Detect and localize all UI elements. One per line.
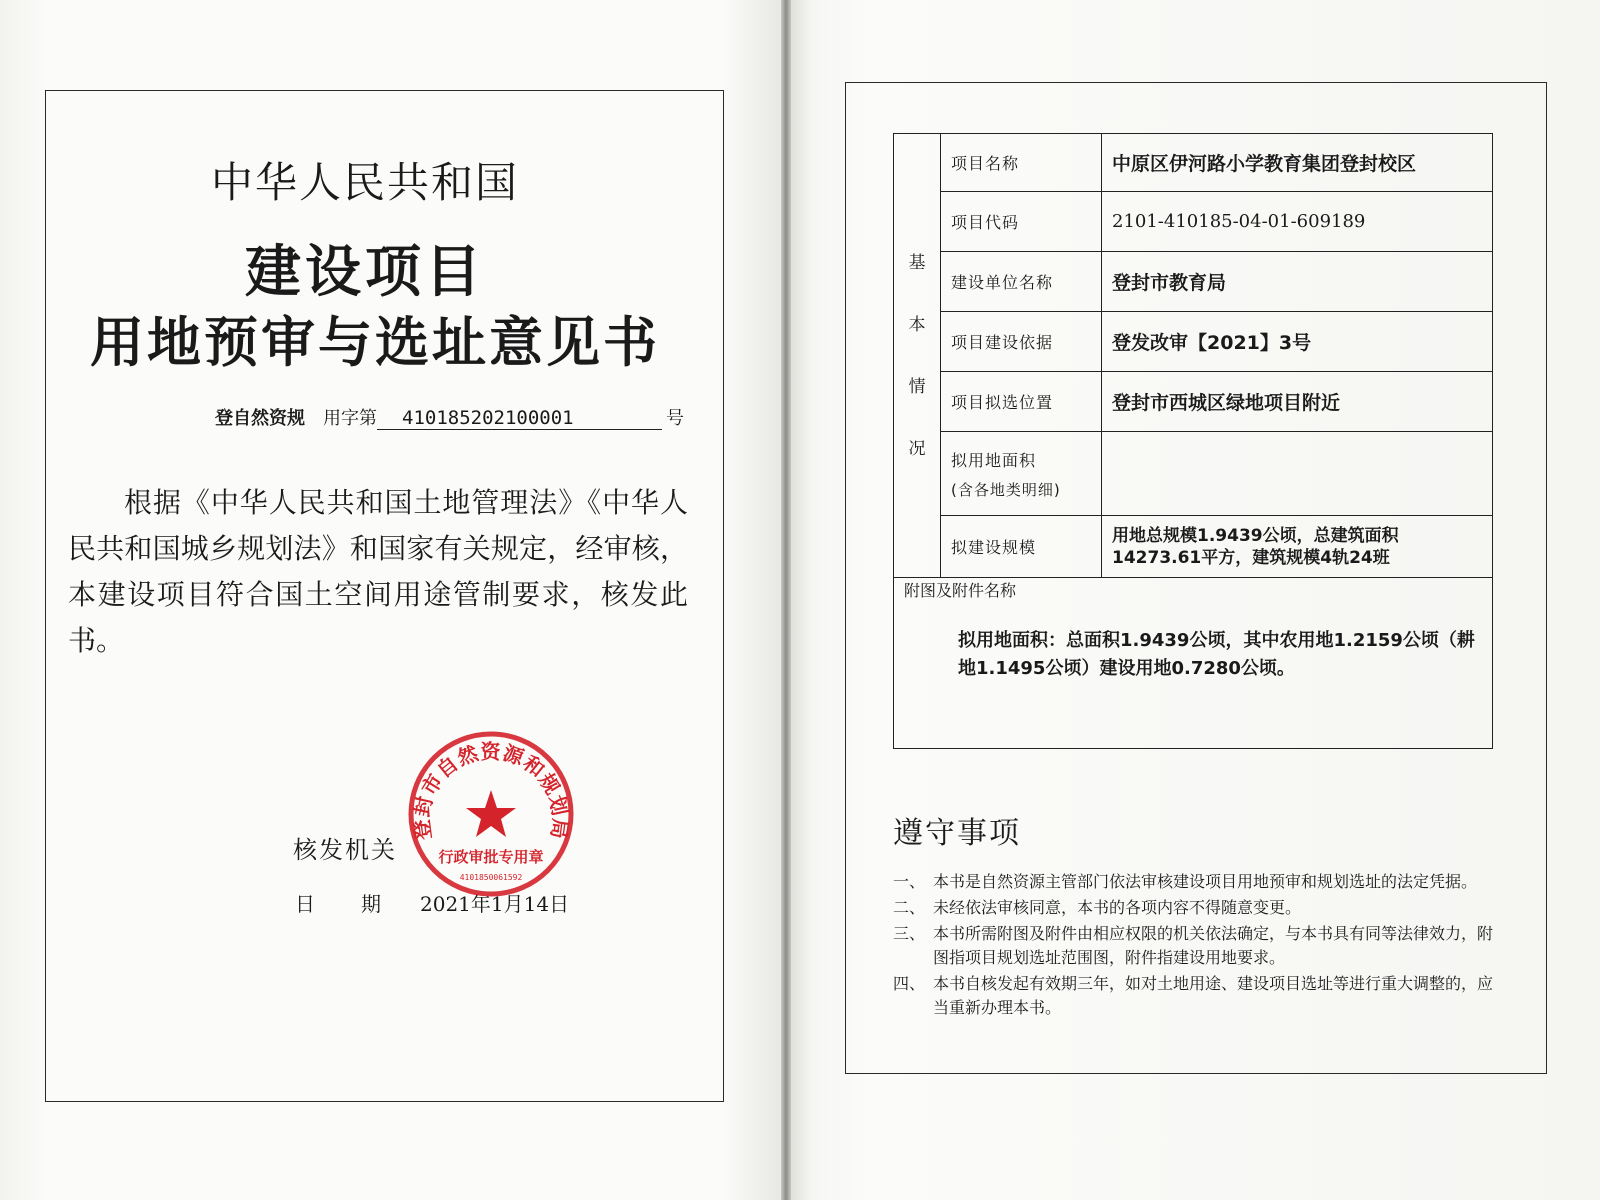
row-value-project-name: 中原区伊河路小学教育集团登封校区: [1102, 134, 1493, 192]
row-label-location: 项目拟选位置: [941, 372, 1102, 432]
note-number: 一、: [893, 872, 926, 891]
note-text: 本书自核发起有效期三年，如对土地用途、建设项目选址等进行重大调整的，应当重新办理本书。: [933, 974, 1494, 1017]
attachments-text: 拟用地面积：总面积1.9439公顷，其中农用地1.2159公顷（耕地1.1495公顷）建设用地0.7280公顷。: [958, 630, 1475, 679]
row-label-project-name: 项目名称: [941, 134, 1102, 192]
document-title-line2: 用地预审与选址意见书: [90, 310, 660, 374]
svg-text:行政审批专用章: 行政审批专用章: [438, 848, 544, 866]
list-item: [893, 896, 1503, 920]
row-value-land-area: [1102, 432, 1493, 516]
country-name: 中华人民共和国: [210, 158, 519, 207]
official-seal-icon: [405, 728, 577, 900]
note-text: 本书所需附图及附件由相应权限的机关依法确定，与本书具有同等法律效力，附图指项目规划选址范围图，附件指建设用地要求。: [933, 924, 1494, 967]
document-org-code: 登自然资规: [215, 408, 305, 429]
svg-text:4101850061592: 4101850061592: [459, 873, 523, 882]
date-label: 日期: [295, 892, 427, 916]
row-label-land-area: [941, 432, 1102, 516]
list-item: [893, 870, 1503, 894]
land-area-label: 拟用地面积: [951, 450, 1037, 470]
basic-info-table: [893, 133, 1493, 749]
svg-text:登封市自然资源和规划局: 登封市自然资源和规划局: [409, 739, 573, 842]
row-label-basis: 项目建设依据: [941, 312, 1102, 372]
note-number: 三、: [893, 924, 926, 943]
book-spine: [781, 0, 791, 1200]
row-label-scale: 拟建设规模: [941, 516, 1102, 578]
attachments-cell: [894, 578, 1493, 749]
row-label-builder: 建设单位名称: [941, 252, 1102, 312]
row-value-location: 登封市西城区绿地项目附近: [1102, 372, 1493, 432]
section-char-4: 况: [908, 438, 926, 459]
land-area-sublabel: (含各地类明细): [951, 480, 1061, 499]
section-char-1: 基: [908, 252, 926, 273]
certificate-body: 根据《中华人民共和国土地管理法》《中华人民共和国城乡规划法》和国家有关规定，经审核，本建设项目符合国土空间用途管制要求，核发此书。: [68, 486, 688, 657]
issue-date: 2021年1月14日: [420, 892, 570, 916]
section-char-2: 本: [908, 314, 926, 335]
section-label-basic-info: [894, 134, 941, 578]
document-number-line: [215, 404, 684, 430]
row-value-builder: 登封市教育局: [1102, 252, 1493, 312]
note-text: 未经依法审核同意，本书的各项内容不得随意变更。: [933, 898, 1302, 917]
row-label-project-code: 项目代码: [941, 192, 1102, 252]
row-value-project-code: 2101-410185-04-01-609189: [1102, 192, 1493, 252]
notes-title: 遵守事项: [893, 816, 1021, 851]
list-item: [893, 922, 1503, 970]
note-text: 本书是自然资源主管部门依法审核建设项目用地预审和规划选址的法定凭据。: [933, 872, 1478, 891]
list-item: [893, 972, 1503, 1020]
note-number: 二、: [893, 898, 926, 917]
issuing-authority-label: 核发机关: [293, 836, 397, 864]
document-title-line1: 建设项目: [245, 239, 485, 305]
section-char-3: 情: [908, 376, 926, 397]
row-value-basis: 登发改审【2021】3号: [1102, 312, 1493, 372]
document-number: 410185202100001: [377, 407, 662, 430]
document-number-suffix: 号: [666, 408, 684, 429]
document-number-prefix: 用字第: [323, 408, 377, 429]
notes-list: [893, 870, 1503, 1022]
note-number: 四、: [893, 974, 926, 993]
attachments-title: 附图及附件名称: [904, 581, 1017, 600]
row-value-scale: 用地总规模1.9439公顷，总建筑面积14273.61平方，建筑规模4轨24班: [1102, 516, 1493, 578]
